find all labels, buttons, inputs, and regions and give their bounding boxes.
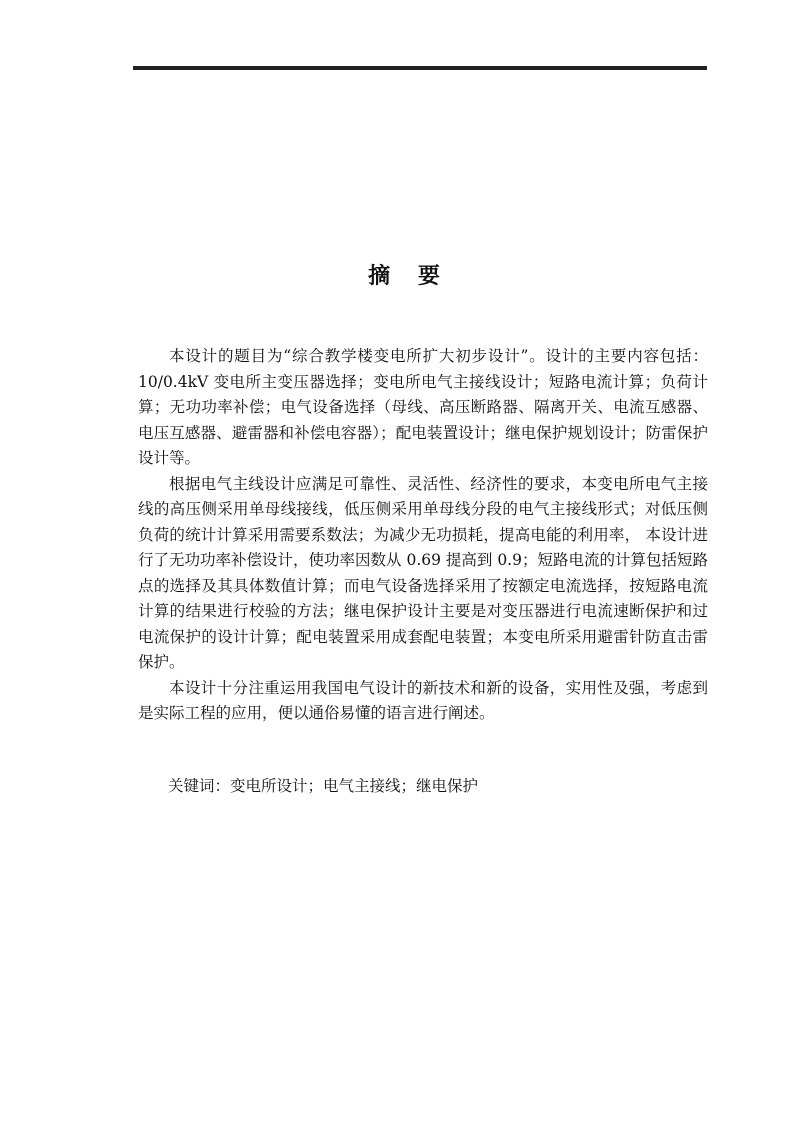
abstract-paragraph-2: 根据电气主线设计应满足可靠性、灵活性、经济性的要求，本变电所电气主接线的高压侧采用单母线接线，低压侧采用单母线分段的电气主接线形式；对低压侧负荷的统计计算采用需要系数法；为减少无功损耗，提高电能的利用率， 本设计进行了无功功率补偿设计，使功率因数从 0.69 提高到 0.9；短路电流的计算包括短路点的选择及其具体数值计算；而电气设备选择采用了按额定电流选择，按短路电流计算的结果进行校验的方法；继电保护设计主要是对变压器进行电流速断保护和过电流保护的设计计算；配电装置采用成套配电装置；本变电所采用避雷针防直击雷保护。 <box>138 474 708 671</box>
keywords-line: 关键词：变电所设计；电气主接线；继电保护 <box>168 777 479 795</box>
abstract-paragraph-3: 本设计十分注重运用我国电气设计的新技术和新的设备，实用性及强，考虑到是实际工程的应用，便以通俗易懂的语言进行阐述。 <box>138 678 708 722</box>
abstract-paragraph-1: 本设计的题目为“综合教学楼变电所扩大初步设计”。设计的主要内容包括：10/0.4kV 变电所主变压器选择；变电所电气主接线设计；短路电流计算；负荷计算；无功功率补偿；电气设备选择（母线、高压断路器、隔离开关、电流互感器、电压互感器、避雷器和补偿电容器）；配电装置设计；继电保护规划设计；防雷保护设计等。 <box>138 347 708 467</box>
abstract-body <box>138 344 708 727</box>
header-rule <box>133 66 707 70</box>
page-title: 摘 要 <box>368 264 450 289</box>
